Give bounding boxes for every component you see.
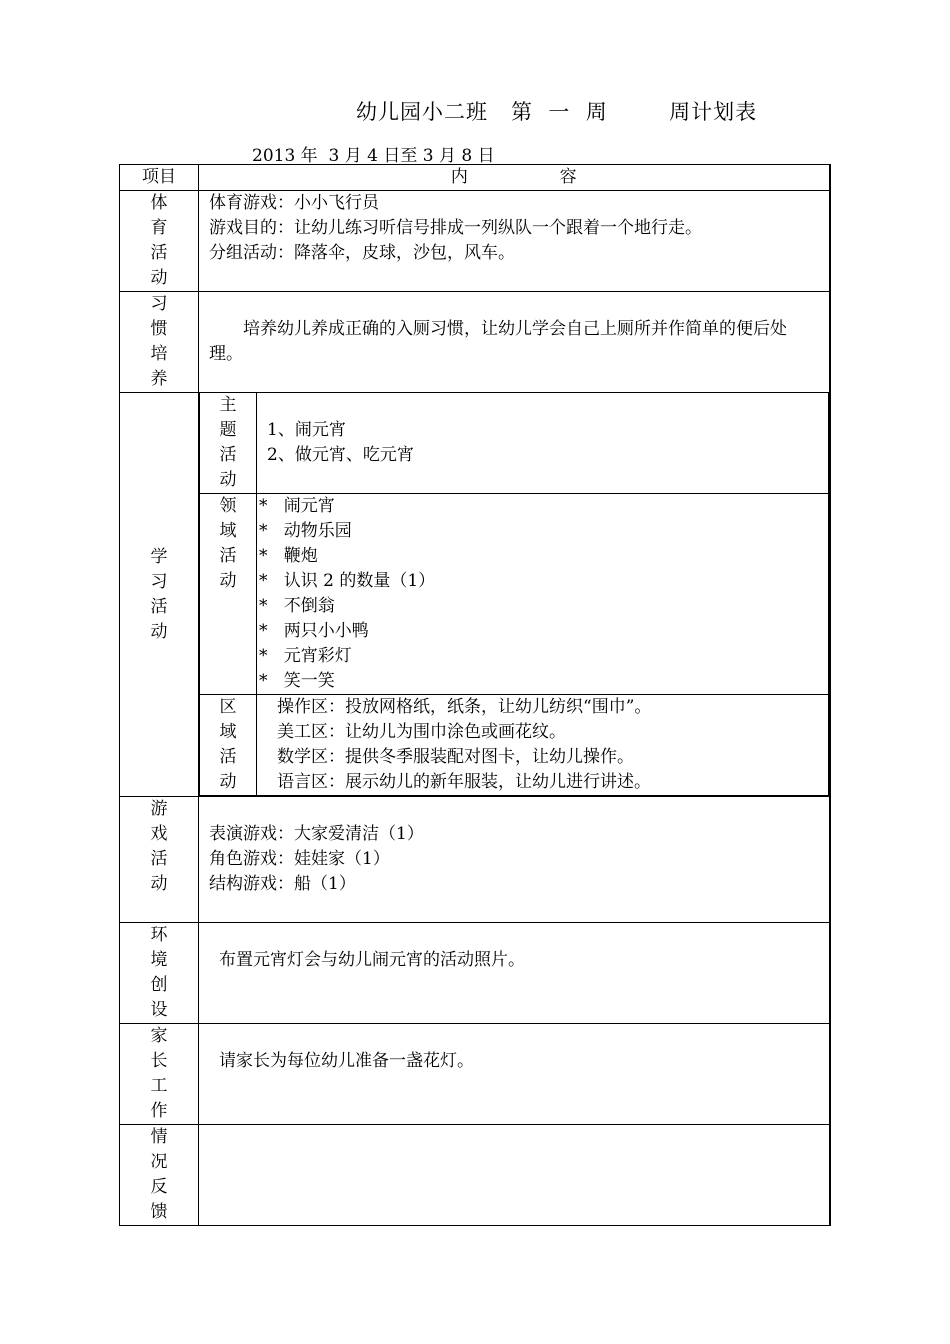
area-line: 美工区：让幼儿为围巾涂色或画花纹。 bbox=[277, 722, 566, 742]
theme-line: 2、做元宵、吃元宵 bbox=[267, 445, 414, 465]
game-label: 游 戏 活 动 bbox=[120, 797, 199, 923]
theme-line: 1、闹元宵 bbox=[267, 420, 346, 440]
row-feedback bbox=[120, 1125, 830, 1226]
domain-content bbox=[257, 494, 829, 695]
domain-item: * 动物乐园 bbox=[259, 521, 352, 541]
game-line: 表演游戏：大家爱清洁（1） bbox=[209, 824, 424, 844]
domain-item: * 笑一笑 bbox=[259, 671, 335, 691]
area-label: 区 域 活 动 bbox=[200, 695, 257, 796]
learning-subtable bbox=[199, 393, 829, 796]
pe-line: 游戏目的：让幼儿练习听信号排成一列纵队一个跟着一个地行走。 bbox=[209, 218, 702, 238]
date-range: 2013 年 3 月 4 日至 3 月 8 日 bbox=[252, 146, 495, 166]
row-parents bbox=[120, 1024, 830, 1125]
theme-content bbox=[257, 393, 829, 494]
domain-item: * 元宵彩灯 bbox=[259, 646, 352, 666]
row-environment bbox=[120, 923, 830, 1024]
habit-text: 培养幼儿养成正确的入厕习惯，让幼儿学会自己上厕所并作简单的便后处理。 bbox=[209, 319, 787, 364]
row-game bbox=[120, 797, 830, 923]
area-line: 操作区：投放网格纸，纸条，让幼儿纺织“围巾”。 bbox=[277, 697, 652, 717]
pe-label: 体 育 活 动 bbox=[120, 191, 199, 292]
parents-label: 家 长 工 作 bbox=[120, 1024, 199, 1125]
parents-text: 请家长为每位幼儿准备一盏花灯。 bbox=[219, 1051, 474, 1071]
area-content bbox=[257, 695, 829, 796]
pe-line: 体育游戏：小小飞行员 bbox=[209, 193, 379, 213]
pe-line: 分组活动：降落伞，皮球，沙包，风车。 bbox=[209, 243, 515, 263]
area-line: 数学区：提供冬季服装配对图卡，让幼儿操作。 bbox=[277, 747, 634, 767]
domain-item: * 闹元宵 bbox=[259, 496, 335, 516]
theme-label: 主 题 活 动 bbox=[200, 393, 257, 494]
environment-label: 环 境 创 设 bbox=[120, 923, 199, 1024]
area-line: 语言区：展示幼儿的新年服装，让幼儿进行讲述。 bbox=[277, 772, 651, 792]
area-row bbox=[200, 695, 829, 796]
feedback-content bbox=[199, 1125, 830, 1226]
game-line: 角色游戏：娃娃家（1） bbox=[209, 849, 390, 869]
header-content: 内 容 bbox=[199, 165, 830, 191]
environment-text: 布置元宵灯会与幼儿闹元宵的活动照片。 bbox=[219, 950, 525, 970]
theme-row bbox=[200, 393, 829, 494]
header-item: 项目 bbox=[120, 165, 199, 191]
habit-label: 习 惯 培 养 bbox=[120, 292, 199, 393]
row-habit bbox=[120, 292, 830, 393]
learning-label: 学 习 活 动 bbox=[120, 393, 199, 797]
domain-item: * 两只小小鸭 bbox=[259, 621, 369, 641]
domain-item: * 不倒翁 bbox=[259, 596, 335, 616]
row-pe bbox=[120, 191, 830, 292]
weekly-plan-table bbox=[119, 164, 831, 1226]
document-title: 幼儿园小二班 第 一 周 周计划表 bbox=[356, 100, 758, 124]
domain-item: * 鞭炮 bbox=[259, 546, 318, 566]
row-learning bbox=[120, 393, 830, 797]
game-content bbox=[199, 797, 830, 923]
domain-item: * 认识 2 的数量（1） bbox=[259, 571, 436, 591]
learning-content bbox=[199, 393, 830, 797]
environment-content bbox=[199, 923, 830, 1024]
domain-label: 领 域 活 动 bbox=[200, 494, 257, 695]
parents-content bbox=[199, 1024, 830, 1125]
habit-content bbox=[199, 292, 830, 393]
game-line: 结构游戏：船（1） bbox=[209, 874, 356, 894]
pe-content bbox=[199, 191, 830, 292]
feedback-label: 情 况 反 馈 bbox=[120, 1125, 199, 1226]
domain-row bbox=[200, 494, 829, 695]
header-row bbox=[120, 165, 830, 191]
